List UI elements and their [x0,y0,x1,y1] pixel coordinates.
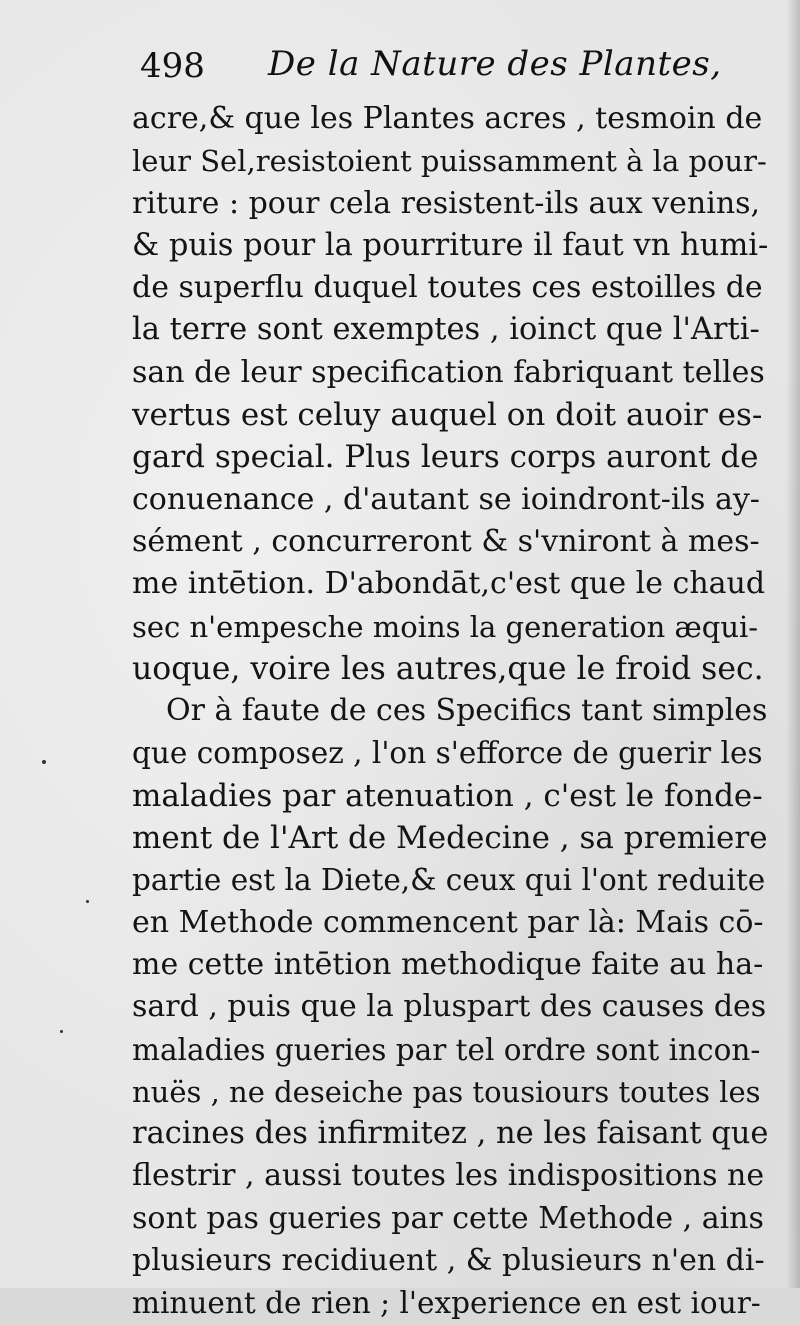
ink-speck [60,1030,63,1033]
text-line: Or à faute de ces Specifics tant simples [166,693,768,729]
text-line: la terre sont exemptes , ioinct que l'Arti- [132,312,760,348]
text-line: san de leur specification fabriquant telles [132,354,765,390]
running-title: De la Nature des Plantes, [268,44,722,84]
body-text [132,98,768,1325]
text-line: maladies par atenuation , c'est le fonde- [132,777,763,814]
text-line: riture : pour cela resistent-ils aux venins, [132,185,761,221]
text-line: flestrir , aussi toutes les indispositions ne [132,1158,765,1194]
text-line: sard , puis que la pluspart des causes des [132,989,767,1025]
text-line: nuës , ne deseiche pas tousiours toutes les [132,1074,761,1109]
ink-speck [86,900,89,903]
text-line: minuent de rien ; l'experience en est iour- [132,1286,761,1321]
text-line: sec n'empesche moins la generation æqui- [132,609,759,644]
text-line: en Methode commencent par là: Mais cō- [132,904,764,940]
text-line: acre,& que les Plantes acres , tesmoin de [132,101,763,136]
page-number: 498 [140,46,205,86]
text-line: de superflu duquel toutes ces estoilles de [132,270,763,306]
text-line: me cette intētion methodique faite au ha- [132,946,764,982]
text-line: sont pas gueries par cette Methode , ains [132,1200,764,1236]
text-line: conuenance , d'autant se ioindront-ils ay- [132,481,760,517]
text-line: me intētion. D'abondāt,c'est que le chaud [132,566,766,602]
text-line: uoque, voire les autres,que le froid sec. [132,650,764,687]
text-line: sément , concurreront & s'vniront à mes- [132,523,760,559]
page-header [140,40,760,90]
text-line: gard special. Plus leurs corps auront de [132,439,759,476]
text-line: ment de l'Art de Medecine , sa premiere [132,820,768,857]
text-line: racines des infirmitez , ne les faisant que [132,1116,769,1152]
text-line: partie est la Diete,& ceux qui l'ont reduite [132,863,766,898]
text-line: & puis pour la pourriture il faut vn humi- [132,227,769,263]
text-line: que composez , l'on s'efforce de guerir les [132,736,763,771]
text-line: vertus est celuy auquel on doit auoir es- [132,397,763,434]
ink-speck [42,760,46,764]
text-line: maladies gueries par tel ordre sont incon- [132,1032,761,1067]
text-line: plusieurs recidiuent , & plusieurs n'en di- [132,1243,765,1279]
page-shadow [786,0,800,1288]
text-line: leur Sel,resistoient puissamment à la pour- [132,144,767,179]
